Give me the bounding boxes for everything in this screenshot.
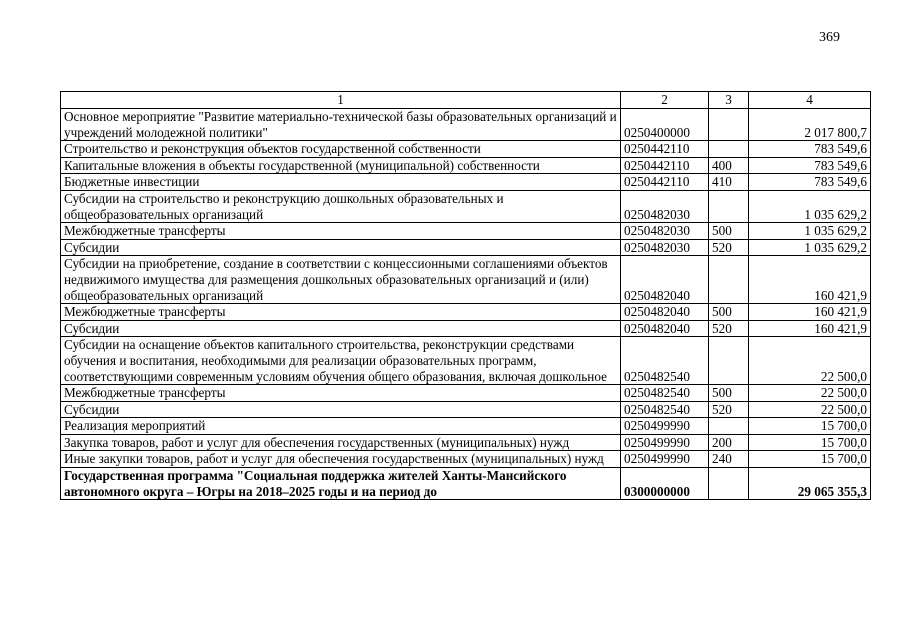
row-sum-cell: 160 421,9 [749,320,871,337]
row-sum-cell: 1 035 629,2 [749,223,871,240]
row-type-cell: 520 [709,401,749,418]
row-name-cell: Субсидии [61,401,621,418]
row-type-cell: 520 [709,239,749,256]
row-name-cell: Субсидии на приобретение, создание в соответствии с концессионными соглашениями объектов недвижимого имущества для размещения дошкольных образовательных организаций и (или) общеобразовательных организаций [61,256,621,304]
row-type-cell [709,190,749,222]
row-sum-cell: 29 065 355,3 [749,468,871,500]
table-body [61,109,871,500]
table-row [61,337,871,385]
row-code-cell: 0250482040 [621,304,709,321]
row-type-cell [709,109,749,141]
row-code-cell: 0250482040 [621,320,709,337]
table-row [61,434,871,451]
row-type-cell [709,418,749,435]
row-type-cell: 500 [709,385,749,402]
table-row [61,385,871,402]
row-code-cell: 0250442110 [621,174,709,191]
row-code-cell: 0250499990 [621,434,709,451]
row-type-cell: 200 [709,434,749,451]
row-code-cell: 0250482540 [621,337,709,385]
row-sum-cell: 1 035 629,2 [749,239,871,256]
row-type-cell: 400 [709,157,749,174]
table-row [61,320,871,337]
row-code-cell: 0250499990 [621,451,709,468]
row-code-cell: 0250400000 [621,109,709,141]
row-type-cell [709,256,749,304]
row-sum-cell: 22 500,0 [749,385,871,402]
column-header-type: 3 [709,92,749,109]
table-row [61,239,871,256]
row-sum-cell: 1 035 629,2 [749,190,871,222]
row-type-cell: 500 [709,223,749,240]
table-row [61,451,871,468]
row-code-cell: 0250482540 [621,401,709,418]
row-type-cell: 500 [709,304,749,321]
row-sum-cell: 22 500,0 [749,337,871,385]
row-code-cell: 0250482030 [621,223,709,240]
row-type-cell [709,141,749,158]
row-sum-cell: 22 500,0 [749,401,871,418]
table-row [61,223,871,240]
row-name-cell: Закупка товаров, работ и услуг для обеспечения государственных (муниципальных) нужд [61,434,621,451]
table-row [61,418,871,435]
row-type-cell: 410 [709,174,749,191]
row-code-cell: 0250499990 [621,418,709,435]
table-row [61,304,871,321]
table-row [61,109,871,141]
table-row [61,174,871,191]
row-sum-cell: 2 017 800,7 [749,109,871,141]
row-type-cell [709,337,749,385]
row-name-cell: Строительство и реконструкция объектов государственной собственности [61,141,621,158]
row-code-cell: 0300000000 [621,468,709,500]
row-name-cell: Субсидии [61,320,621,337]
row-sum-cell: 783 549,6 [749,174,871,191]
row-name-cell: Субсидии на оснащение объектов капитального строительства, реконструкции средствами обучения и воспитания, необходимыми для реализации образовательных программ, соответствующими современным условиям обучения общего образования, включая дошкольное [61,337,621,385]
row-sum-cell: 160 421,9 [749,304,871,321]
row-code-cell: 0250482030 [621,190,709,222]
table-header-row [61,92,871,109]
row-name-cell: Государственная программа "Социальная поддержка жителей Ханты-Мансийского автономного округа – Югры на 2018–2025 годы и на период до [61,468,621,500]
row-name-cell: Межбюджетные трансферты [61,304,621,321]
row-code-cell: 0250442110 [621,141,709,158]
row-name-cell: Основное мероприятие "Развитие материально-технической базы образовательных организаций и учреждений молодежной политики" [61,109,621,141]
row-sum-cell: 160 421,9 [749,256,871,304]
column-header-name: 1 [61,92,621,109]
table-row [61,190,871,222]
row-sum-cell: 15 700,0 [749,434,871,451]
row-name-cell: Капитальные вложения в объекты государственной (муниципальной) собственности [61,157,621,174]
row-code-cell: 0250442110 [621,157,709,174]
row-sum-cell: 15 700,0 [749,451,871,468]
row-name-cell: Реализация мероприятий [61,418,621,435]
row-name-cell: Иные закупки товаров, работ и услуг для обеспечения государственных (муниципальных) нужд [61,451,621,468]
table-row [61,468,871,500]
row-sum-cell: 783 549,6 [749,141,871,158]
page-number: 369 [819,30,840,45]
row-sum-cell: 783 549,6 [749,157,871,174]
row-type-cell: 520 [709,320,749,337]
table-row [61,401,871,418]
table-row [61,256,871,304]
row-sum-cell: 15 700,0 [749,418,871,435]
row-code-cell: 0250482540 [621,385,709,402]
row-code-cell: 0250482040 [621,256,709,304]
budget-table [60,91,871,500]
row-name-cell: Субсидии на строительство и реконструкцию дошкольных образовательных и общеобразовательных организаций [61,190,621,222]
row-type-cell [709,468,749,500]
row-type-cell: 240 [709,451,749,468]
table-row [61,157,871,174]
row-name-cell: Субсидии [61,239,621,256]
row-name-cell: Межбюджетные трансферты [61,223,621,240]
row-code-cell: 0250482030 [621,239,709,256]
column-header-code: 2 [621,92,709,109]
row-name-cell: Межбюджетные трансферты [61,385,621,402]
row-name-cell: Бюджетные инвестиции [61,174,621,191]
table-row [61,141,871,158]
column-header-sum: 4 [749,92,871,109]
